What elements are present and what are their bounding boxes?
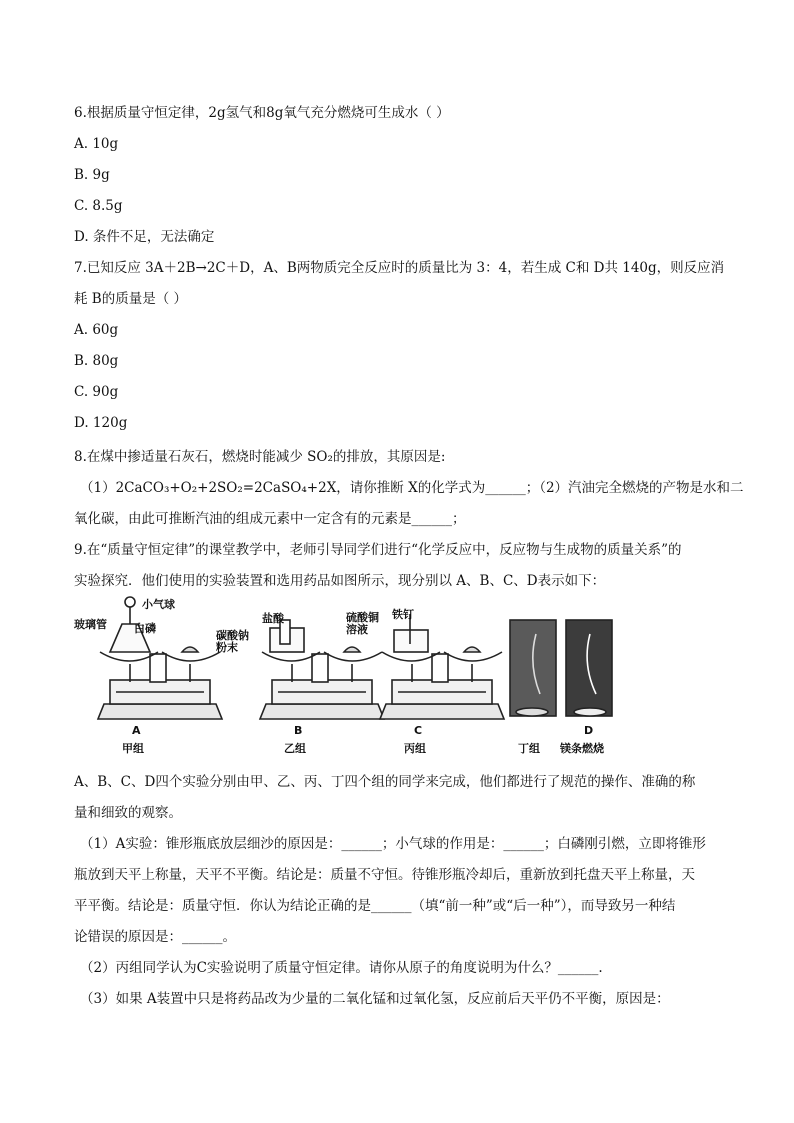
q6-option-d: D. 条件不足，无法确定: [74, 229, 215, 245]
caption-b-letter: B: [294, 724, 303, 737]
q9-stem-line2: 实验探究．他们使用的实验装置和选用药品如图所示，现分别以 A、B、C、D表示如下：: [74, 573, 606, 589]
caption-c-group: 丙组: [404, 742, 426, 755]
q6-option-a: A. 10g: [74, 136, 119, 152]
label-hydrochloric-acid: 盐酸: [262, 612, 284, 625]
q6-stem: 6.根据质量守恒定律，2g氢气和8g氧气充分燃烧可生成水（ ）: [74, 105, 450, 121]
caption-d-group: 镁条燃烧: [560, 742, 604, 755]
q9-p3: （3）如果 A装置中只是将药品改为少量的二氧化锰和过氧化氢，反应前后天平仍不平衡，原因是：: [80, 991, 670, 1007]
q9-after-line2: 量和细致的观察。: [74, 805, 182, 821]
q6-option-b: B. 9g: [74, 167, 110, 183]
q9-p1-line1: （1）A实验：锥形瓶底放层细沙的原因是：______；小气球的作用是：______；白磷刚引燃，立即将锥形: [80, 836, 706, 852]
caption-b-group: 乙组: [284, 742, 306, 755]
q9-p1-line2: 瓶放到天平上称量，天平不平衡。结论是：质量不守恒。待锥形瓶冷却后，重新放到托盘天平上称量，天: [74, 867, 695, 883]
q7-stem-line2: 耗 B的质量是（ ）: [74, 291, 188, 307]
q8-line1: （1）2CaCO₃+O₂+2SO₂=2CaSO₄+2X，请你推断 X的化学式为______；（2）汽油完全燃烧的产物是水和二: [80, 480, 744, 496]
label-small-ball: 小气球: [142, 598, 175, 611]
label-copper-sulfate-solution: 硫酸铜 溶液: [346, 611, 379, 636]
caption-d-letter: D: [584, 724, 594, 737]
caption-d-extra: 丁组: [518, 742, 540, 755]
experiment-figure: [70, 594, 720, 764]
q8-line2: 氧化碳，由此可推断汽油的组成元素中一定含有的元素是______；: [74, 511, 466, 527]
caption-a-group: 甲组: [122, 742, 144, 755]
q7-stem-line1: 7.已知反应 3A＋2B→2C＋D，A、B两物质完全反应时的质量比为 3：4，若生成 C和 D共 140g，则反应消: [74, 260, 725, 276]
q9-stem-line1: 9.在“质量守恒定律”的课堂教学中，老师引导同学们进行“化学反应中，反应物与生成物的质量关系”的: [74, 542, 682, 558]
q7-option-b: B. 80g: [74, 353, 119, 369]
label-sodium-carbonate-powder: 碳酸钠 粉末: [216, 629, 249, 654]
label-white-phosphorus: 白磷: [134, 622, 156, 635]
balance-c: [380, 614, 504, 719]
q7-option-d: D. 120g: [74, 415, 128, 431]
balance-a: [98, 597, 222, 719]
q9-p2: （2）丙组同学认为C实验说明了质量守恒定律。请你从原子的角度说明为什么？______.: [80, 960, 603, 976]
label-glass-tube: 玻璃管: [74, 618, 107, 631]
magnesium-burning-images: [510, 620, 612, 716]
caption-c-letter: C: [414, 724, 423, 737]
q9-p1-line3: 平平衡。结论是：质量守恒．你认为结论正确的是______（填“前一种”或“后一种”），而导致另一种结: [74, 898, 676, 914]
q9-after-line1: A、B、C、D四个实验分别由甲、乙、丙、丁四个组的同学来完成，他们都进行了规范的操作、准确的称: [74, 774, 696, 790]
q7-option-a: A. 60g: [74, 322, 119, 338]
q9-p1-line4: 论错误的原因是：______。: [74, 929, 236, 945]
q6-option-c: C. 8.5g: [74, 198, 123, 214]
caption-a-letter: A: [132, 724, 141, 737]
q7-option-c: C. 90g: [74, 384, 119, 400]
q8-stem: 8.在煤中掺适量石灰石，燃烧时能减少 SO₂的排放，其原因是:: [74, 449, 446, 465]
label-iron-nail: 铁钉: [392, 608, 414, 621]
